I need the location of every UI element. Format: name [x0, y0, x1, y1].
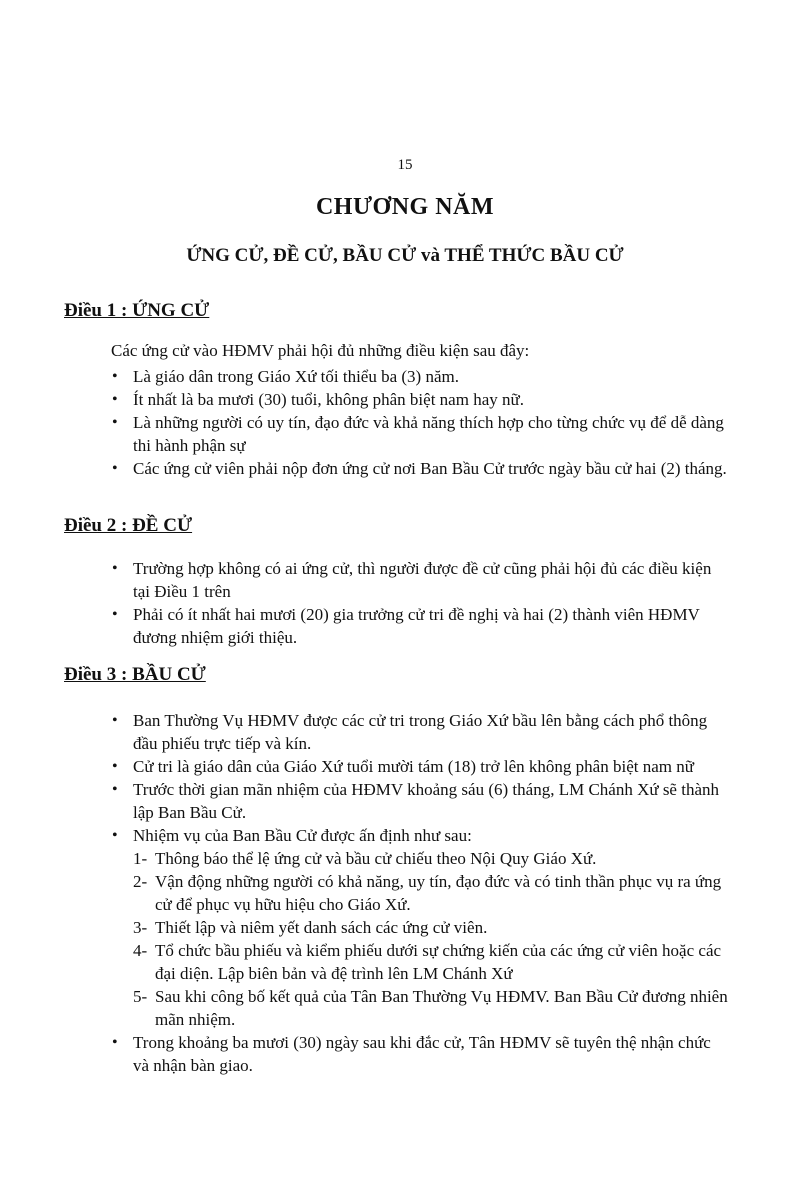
list-item: • Các ứng cử viên phải nộp đơn ứng cử nơi Ban Bầu Cử trước ngày bầu cử hai (2) tháng. [111, 457, 731, 480]
chapter-title: CHƯƠNG NĂM [315, 194, 495, 220]
task-item [133, 985, 731, 1031]
tasks-list [133, 847, 731, 1031]
section-heading-de-cu: Điều 2 : ĐỀ CỬ [64, 515, 193, 536]
page-number: 15 [397, 157, 413, 173]
section-heading-bau-cu: Điều 3 : BẦU CỬ [64, 664, 206, 685]
list-item: • Là giáo dân trong Giáo Xứ tối thiểu ba (3) năm. [111, 365, 731, 388]
list-item: • Trong khoảng ba mươi (30) ngày sau khi đắc cử, Tân HĐMV sẽ tuyên thệ nhận chức và nhận bàn giao. [111, 1031, 731, 1077]
task-item [133, 939, 731, 985]
list-item-tasks [111, 824, 731, 1031]
list-item: • Cử tri là giáo dân của Giáo Xứ tuổi mười tám (18) trở lên không phân biệt nam nữ [111, 755, 731, 778]
list-item: • Phải có ít nhất hai mươi (20) gia trưởng cử tri đề nghị và hai (2) thành viên HĐMV đương nhiệm giới thiệu. [111, 603, 731, 649]
task-text: Tổ chức bầu phiếu và kiểm phiếu dưới sự chứng kiến của các ứng cử viên hoặc các đại diện. Lập biên bản và đệ trình lên LM Chánh Xứ [155, 941, 722, 983]
chapter-subtitle: ỨNG CỬ, ĐỀ CỬ, BẦU CỬ và THỂ THỨC BẦU CỬ [186, 245, 624, 266]
election-list [111, 709, 731, 1077]
task-item [133, 870, 731, 916]
eligibility-list [111, 365, 731, 480]
list-item: • Trường hợp không có ai ứng cử, thì người được đề cử cũng phải hội đủ các điều kiện tại Điều 1 trên [111, 557, 731, 603]
task-item [133, 916, 731, 939]
task-number: 1- [133, 849, 148, 868]
task-text: Vận động những người có khả năng, uy tín, đạo đức và có tinh thần phục vụ ra ứng cử để phục vụ hữu hiệu cho Giáo Xứ. [155, 872, 722, 914]
task-number: 4- [133, 941, 148, 960]
list-item: • Trước thời gian mãn nhiệm của HĐMV khoảng sáu (6) tháng, LM Chánh Xứ sẽ thành lập Ban Bầu Cử. [111, 778, 731, 824]
task-item [133, 847, 731, 870]
list-item: • Ban Thường Vụ HĐMV được các cử tri trong Giáo Xứ bầu lên bằng cách phổ thông đầu phiếu trực tiếp và kín. [111, 709, 731, 755]
tasks-intro: • Nhiệm vụ của Ban Bầu Cử được ấn định như sau: [133, 826, 472, 845]
list-item: • Là những người có uy tín, đạo đức và khả năng thích hợp cho từng chức vụ để dễ dàng thi hành phận sự [111, 411, 731, 457]
task-text: Thông báo thể lệ ứng cử và bầu cử chiếu theo Nội Quy Giáo Xứ. [155, 849, 597, 868]
task-number: 2- [133, 872, 148, 891]
task-text: Sau khi công bố kết quả của Tân Ban Thường Vụ HĐMV. Ban Bầu Cử đương nhiên mãn nhiệm. [155, 987, 728, 1029]
nomination-list [111, 557, 731, 649]
section-heading-ung-cu: Điều 1 : ỨNG CỬ [64, 300, 210, 321]
task-number: 5- [133, 987, 148, 1006]
section-intro: Các ứng cử vào HĐMV phải hội đủ những điều kiện sau đây: [111, 341, 530, 360]
task-text: Thiết lập và niêm yết danh sách các ứng cử viên. [155, 918, 488, 937]
list-item: • Ít nhất là ba mươi (30) tuổi, không phân biệt nam hay nữ. [111, 388, 731, 411]
task-number: 3- [133, 918, 148, 937]
